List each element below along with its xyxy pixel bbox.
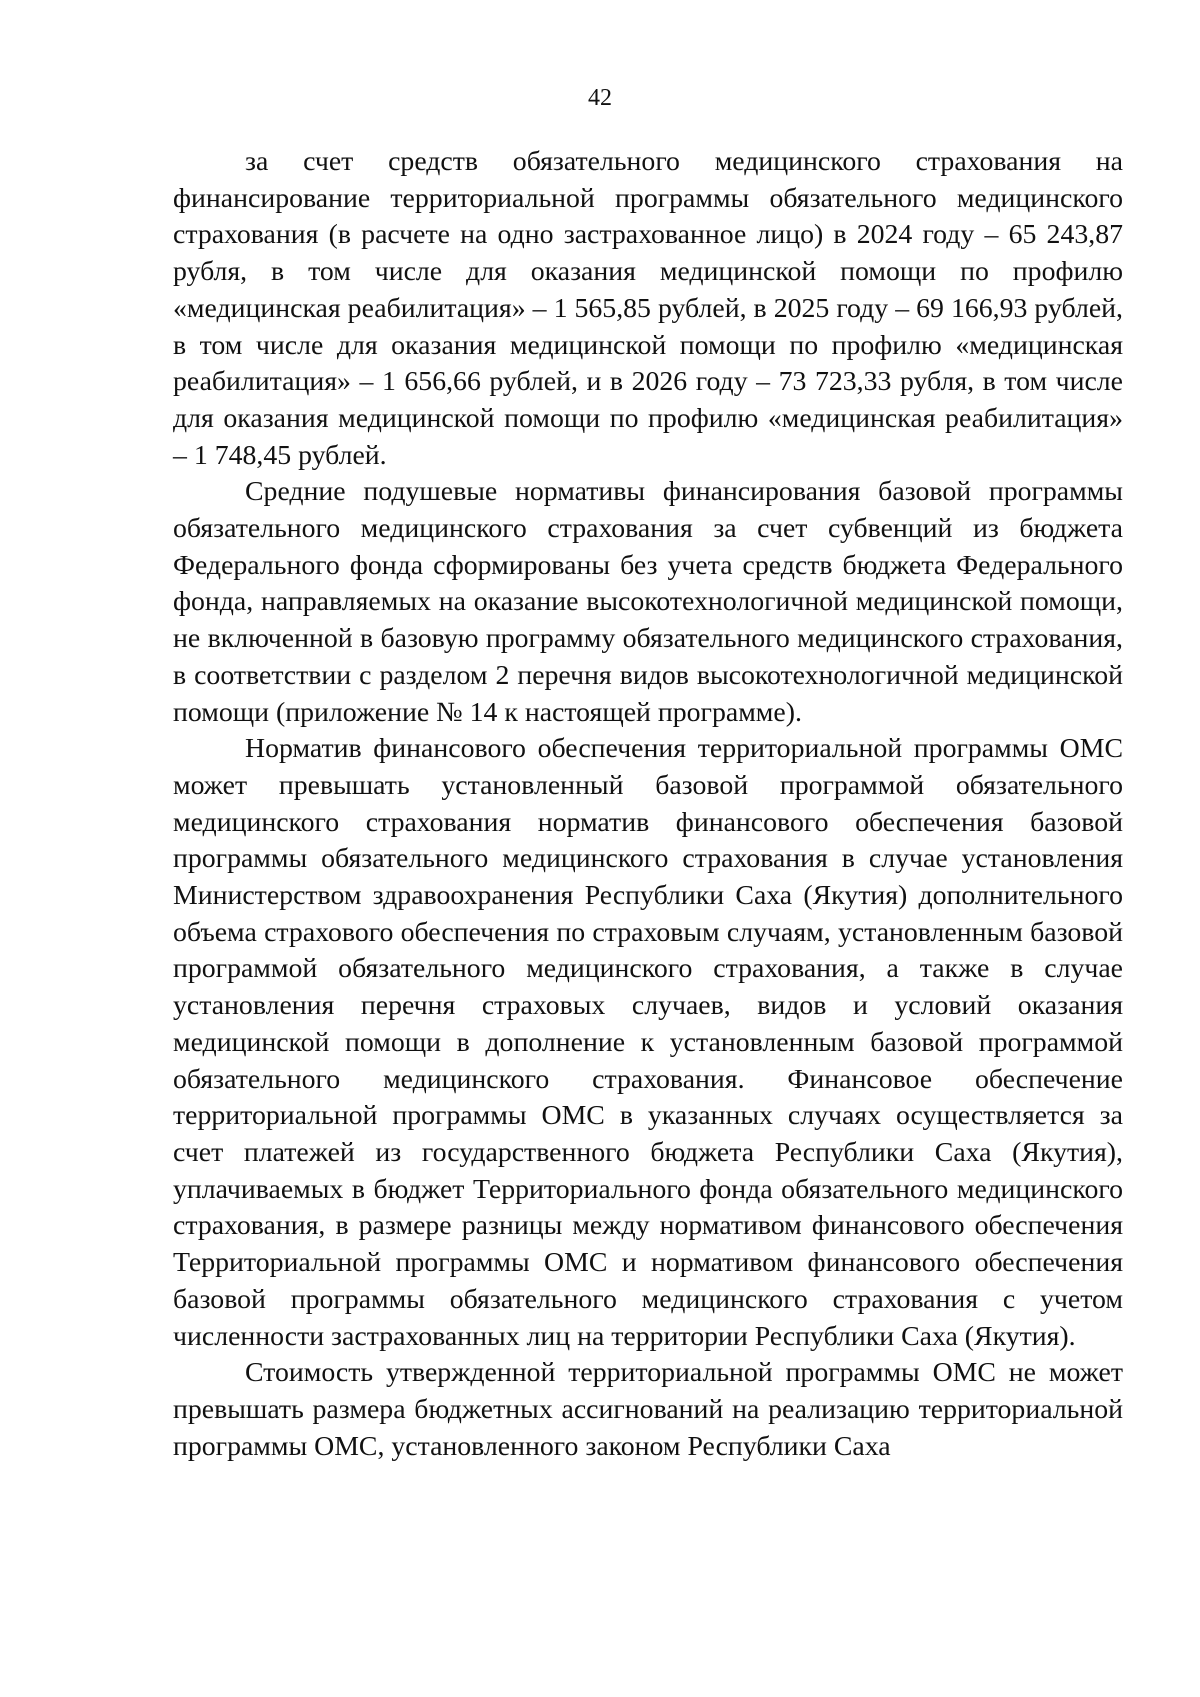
paragraph-financing-standard: Норматив финансового обеспечения территориальной программы ОМС может превышать установленный базовой программой обязательного медицинского страхования норматив финансового обеспечения базовой программы обязательного медицинского страхования в случае установления Министерством здравоохранения Республики Саха (Якутия) дополнительного объема страхового обеспечения по страховым случаям, установленным базовой программой обязательного медицинского страхования, а также в случае установления перечня страховых случаев, видов и условий оказания медицинской помощи в дополнение к установленным базовой программой обязательного медицинского страхования. Финансовое обеспечение территориальной программы ОМС в указанных случаях осуществляется за счет платежей из государственного бюджета Республики Саха (Якутия), уплачиваемых в бюджет Территориального фонда обязательного медицинского страхования, в размере разницы между нормативом финансового обеспечения Территориальной программы ОМС и нормативом финансового обеспечения базовой программы обязательного медицинского страхования с учетом численности застрахованных лиц на территории Республики Саха (Якутия).	[173, 733, 1123, 1352]
paragraph-continuation: за счет средств обязательного медицинского страхования на финансирование территориальной программы обязательного медицинского страхования (в расчете на одно застрахованное лицо) в 2024 году – 65 243,87 рубля, в том числе для оказания медицинской помощи по профилю «медицинская реабилитация» – 1 565,85 рублей, в 2025 году – 69 166,93 рублей, в том числе для оказания медицинской помощи по профилю «медицинская реабилитация» – 1 656,66 рублей, и в 2026 году – 73 723,33 рубля, в том числе для оказания медицинской помощи по профилю «медицинская реабилитация» – 1 748,45 рублей.	[173, 146, 1123, 471]
paragraph-program-cost: Стоимость утвержденной территориальной программы ОМС не может превышать размера бюджетных ассигнований на реализацию территориальной программы ОМС, установленного законом Республики Саха	[173, 1357, 1123, 1462]
document-body	[173, 144, 1123, 1465]
page-number: 42	[588, 85, 612, 111]
paragraph-capitation-standards: Средние подушевые нормативы финансирования базовой программы обязательного медицинского страхования за счет субвенций из бюджета Федерального фонда сформированы без учета средств бюджета Федерального фонда, направляемых на оказание высокотехнологичной медицинской помощи, не включенной в базовую программу обязательного медицинского страхования, в соответствии с разделом 2 перечня видов высокотехнологичной медицинской помощи (приложение № 14 к настоящей программе).	[173, 476, 1123, 728]
